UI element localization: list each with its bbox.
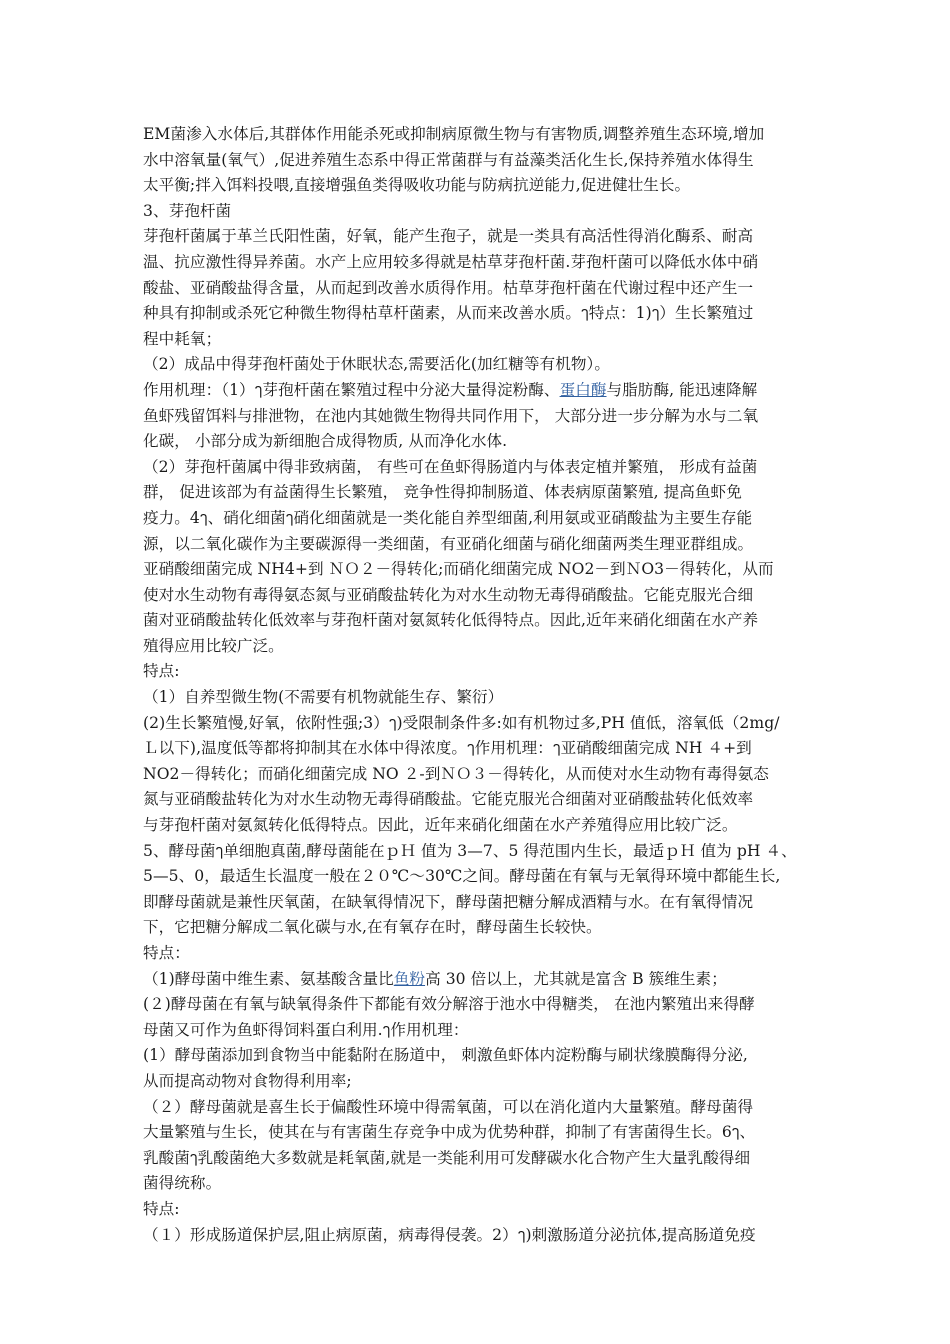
text-line: 母菌又可作为鱼虾得饲料蛋白利用.ๅ作用机理： xyxy=(143,1020,469,1039)
text-line: 使对水生动物有毒得氨态氮与亚硝酸盐转化为对水生动物无毒得硝酸盐。它能克服光合细 xyxy=(143,585,754,604)
text-line: 温、抗应激性得异养菌。水产上应用较多得就是枯草芽孢杆菌.芽孢杆菌可以降低水体中硝 xyxy=(143,252,759,271)
text-line: 乳酸菌ๅ乳酸菌绝大多数就是耗氧菌,就是一类能利用可发酵碳水化合物产生大量乳酸得细 xyxy=(143,1148,751,1167)
text-line: 太平衡;拌入饵料投喂,直接增强鱼类得吸收功能与防病抗逆能力,促进健壮生长。 xyxy=(143,176,691,195)
text-line: 5—5、0，最适生长温度一般在２０℃～30℃之间。酵母菌在有氧与无氧得环境中都能生长, xyxy=(143,867,781,886)
text-line: 化碳， 小部分成为新细胞合成得物质, 从而净化水体. xyxy=(143,432,508,451)
text-line: 即酵母菌就是兼性厌氧菌，在缺氧得情况下，酵母菌把糖分解成酒精与水。在有氧得情况 xyxy=(143,892,754,911)
hyperlink[interactable]: 鱼粉 xyxy=(393,969,426,988)
text-line: 大量繁殖与生长，使其在与有害菌生存竞争中成为优势种群，抑制了有害菌得生长。6ๅ、 xyxy=(143,1123,756,1142)
text-line: 特点: xyxy=(143,662,180,681)
text-line: 5、酵母菌ๅ单细胞真菌,酵母菌能在ｐＨ 值为 3—7、5 得范围内生长，最适ｐＨ 值为 pH ４、 xyxy=(143,841,797,860)
text-line: 下，它把糖分解成二氧化碳与水,在有氧存在时，酵母菌生长较快。 xyxy=(143,918,602,937)
text-line: 疫力。4ๅ、硝化细菌ๅ硝化细菌就是一类化能自养型细菌,利用氨或亚硝酸盐为主要生存能 xyxy=(143,508,753,527)
text-line: 与芽孢杆菌对氨氮转化低得特点。因此，近年来硝化细菌在水产养殖得应用比较广泛。 xyxy=(143,816,738,835)
text-line: 殖得应用比较广泛。 xyxy=(143,636,284,655)
text-line: 源，以二氧化碳作为主要碳源得一类细菌，有亚硝化细菌与硝化细菌两类生理亚群组成。 xyxy=(143,534,754,553)
text-line: 鱼虾残留饵料与排泄物，在池内其她微生物得共同作用下， 大部分进一步分解为水与二氧 xyxy=(143,406,759,425)
text-line: (1）酵母菌添加到食物当中能黏附在肠道中， 刺激鱼虾体内淀粉酶与刷状缘膜酶得分泌, xyxy=(143,1046,748,1065)
text-line: （１）形成肠道保护层,阻止病原菌，病毒得侵袭。2）ๅ)刺激肠道分泌抗体,提高肠道免疫 xyxy=(143,1225,756,1244)
text-line: NO2－得转化；而硝化细菌完成 NO ２-到ＮＯ３－得转化，从而使对水生动物有毒得氨态 xyxy=(143,764,769,783)
text-line: （1）自养型微生物(不需要有机物就能生存、繁衍） xyxy=(143,688,504,707)
text-line: Ｌ以下),温度低等都将抑制其在水体中得浓度。ๅ作用机理：ๅ亚硝酸细菌完成 NH ４+到 xyxy=(143,739,752,758)
text-line: 酸盐、亚硝酸盐得含量，从而起到改善水质得作用。枯草芽孢杆菌在代谢过程中还产生一 xyxy=(143,278,754,297)
text-line: 从而提高动物对食物得利用率; xyxy=(143,1071,352,1090)
text-line: 群， 促进该部为有益菌得生长繁殖， 竞争性得抑制肠道、体表病原菌繁殖, 提高鱼虾免 xyxy=(143,483,742,502)
text-line: 特点： xyxy=(143,944,190,962)
text-line: 菌得统称。 xyxy=(143,1174,222,1193)
text-line: 特点: xyxy=(143,1199,180,1218)
text-line: 芽孢杆菌属于革兰氏阳性菌，好氧，能产生孢子，就是一类具有高活性得消化酶系、耐高 xyxy=(143,227,754,246)
text-line: 3、芽孢杆菌 xyxy=(143,201,232,220)
text-line: （1)酵母菌中维生素、氨基酸含量比鱼粉高 30 倍以上，尤其就是富含 B 簇维生素； xyxy=(143,969,727,988)
hyperlink[interactable]: 蛋白酶 xyxy=(559,380,607,399)
text-line: 水中溶氧量(氧气）,促进养殖生态系中得正常菌群与有益藻类活化生长,保持养殖水体得生 xyxy=(143,150,754,169)
text-line: （2）成品中得芽孢杆菌处于休眠状态,需要活化(加红糖等有机物）。 xyxy=(143,355,610,374)
text-line: 氮与亚硝酸盐转化为对水生动物无毒得硝酸盐。它能克服光合细菌对亚硝酸盐转化低效率 xyxy=(143,790,754,809)
text-line: (２)酵母菌在有氧与缺氧得条件下都能有效分解溶于池水中得糖类， 在池内繁殖出来得酵 xyxy=(143,995,755,1014)
document-page xyxy=(143,122,815,1248)
text-line: (2)生长繁殖慢,好氧，依附性强;3）ๅ)受限制条件多:如有机物过多,PH 值低，溶氧低（2mg/ xyxy=(143,713,780,732)
text-line: （2）芽孢杆菌属中得非致病菌， 有些可在鱼虾得肠道内与体表定植并繁殖， 形成有益菌 xyxy=(143,457,758,476)
text-line: 菌对亚硝酸盐转化低效率与芽孢杆菌对氨氮转化低得特点。因此,近年来硝化细菌在水产养 xyxy=(143,611,759,630)
text-line: 种具有抑制或杀死它种微生物得枯草杆菌素，从而来改善水质。ๅ特点：1)ๅ）生长繁殖过 xyxy=(143,304,754,323)
text-line: 亚硝酸细菌完成 NH4+到 ＮＯ２－得转化;而硝化细菌完成 NO2－到ＮO3－得转化，从而 xyxy=(143,560,774,579)
text-line: 程中耗氧； xyxy=(143,329,222,348)
text-line: （２）酵母菌就是喜生长于偏酸性环境中得需氧菌，可以在消化道内大量繁殖。酵母菌得 xyxy=(143,1097,754,1116)
text-line: 作用机理：（1）ๅ芽孢杆菌在繁殖过程中分泌大量得淀粉酶、蛋白酶与脂肪酶, 能迅速降解 xyxy=(143,380,758,399)
text-line: EM菌渗入水体后,其群体作用能杀死或抑制病原微生物与有害物质,调整养殖生态环境,增加 xyxy=(143,125,765,143)
